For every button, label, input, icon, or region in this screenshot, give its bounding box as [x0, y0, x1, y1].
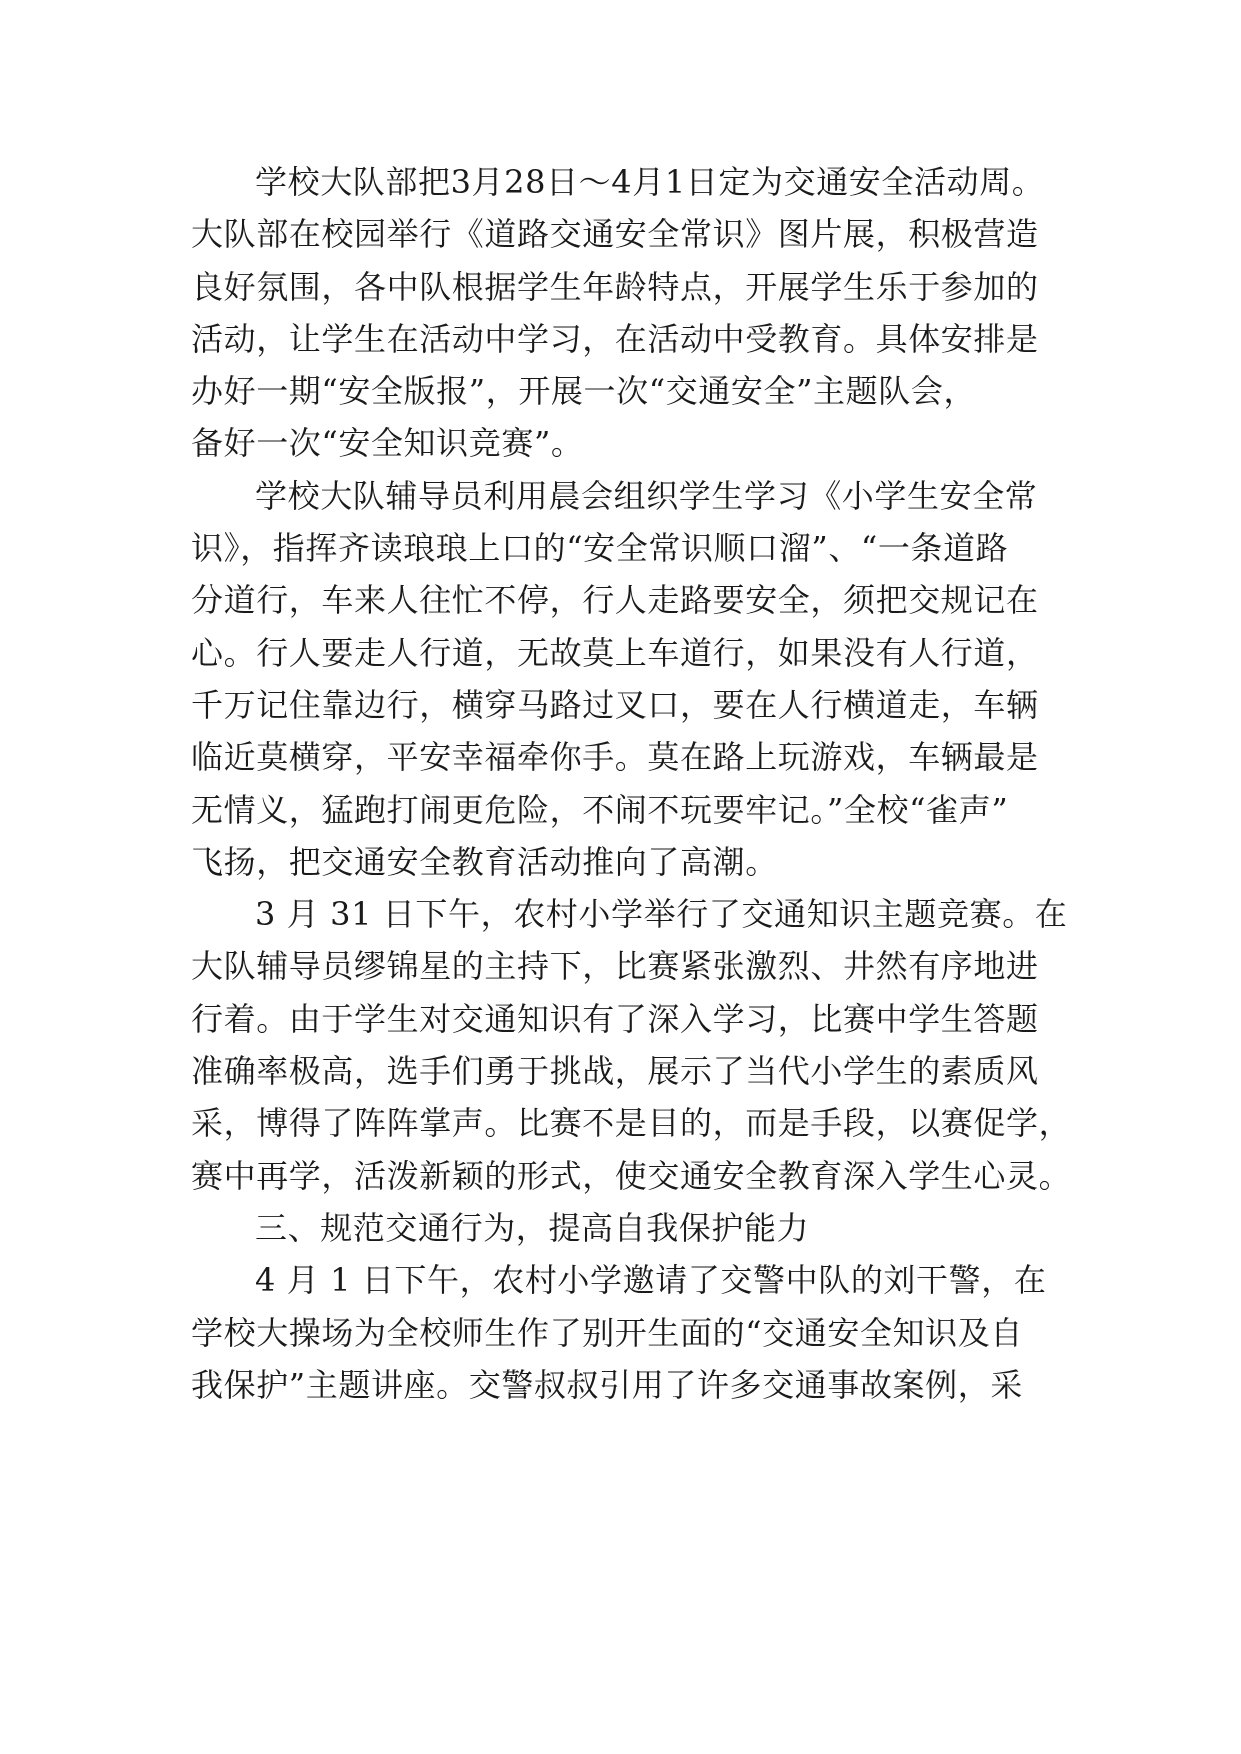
text-line: 我保护”主题讲座。交警叔叔引用了许多交通事故案例，采: [191, 1365, 1023, 1404]
text-line: 学校大队辅导员利用晨会组织学生学习《小学生安全常: [255, 476, 1038, 515]
text-line: 大队辅导员缪锦星的主持下，比赛紧张激烈、井然有序地进: [191, 947, 1039, 986]
text-line: 3 月 31 日下午，农村小学举行了交通知识主题竞赛。在: [255, 895, 1068, 934]
text-line: 分道行，车来人往忙不停，行人走路要安全，须把交规记在: [191, 581, 1039, 620]
text-line: 办好一期“安全版报”，开展一次“交通安全”主题队会，: [191, 372, 977, 411]
text-line: 飞扬，把交通安全教育活动推向了高潮。: [191, 842, 778, 881]
text-line: 行着。由于学生对交通知识有了深入学习，比赛中学生答题: [191, 999, 1039, 1038]
text-line: 学校大操场为全校师生作了别开生面的“交通安全知识及自: [191, 1313, 1023, 1352]
text-line: 无情义，猛跑打闹更危险，不闹不玩要牢记。”全校“雀声”: [191, 790, 1009, 829]
text-line: 识》，指挥齐读琅琅上口的“安全常识顺口溜”、“一条道路: [191, 529, 1009, 568]
text-line: 准确率极高，选手们勇于挑战，展示了当代小学生的素质风: [191, 1052, 1039, 1091]
text-line: 大队部在校园举行《道路交通安全常识》图片展，积极营造: [191, 215, 1039, 254]
text-line: 心。行人要走人行道，无故莫上车道行，如果没有人行道，: [191, 633, 1039, 672]
text-line: 临近莫横穿，平安幸福牵你手。莫在路上玩游戏，车辆最是: [191, 738, 1039, 777]
section-heading: 三、规范交通行为，提高自我保护能力: [255, 1208, 810, 1247]
text-line: 千万记住靠边行，横穿马路过叉口，要在人行横道走，车辆: [191, 685, 1039, 724]
text-line: 4 月 1 日下午，农村小学邀请了交警中队的刘干警，在: [255, 1261, 1047, 1300]
body-text: [191, 156, 1072, 1411]
text-line: 采，博得了阵阵掌声。比赛不是目的，而是手段，以赛促学，: [191, 1104, 1072, 1143]
text-line: 赛中再学，活泼新颖的形式，使交通安全教育深入学生心灵。: [191, 1156, 1072, 1195]
text-line: 备好一次“安全知识竞赛”。: [191, 424, 584, 463]
text-line: 学校大队部把3月28日～4月1日定为交通安全活动周。: [255, 163, 1045, 201]
text-line: 活动，让学生在活动中学习，在活动中受教育。具体安排是: [191, 319, 1039, 358]
text-line: 良好氛围，各中队根据学生年龄特点，开展学生乐于参加的: [191, 267, 1039, 306]
